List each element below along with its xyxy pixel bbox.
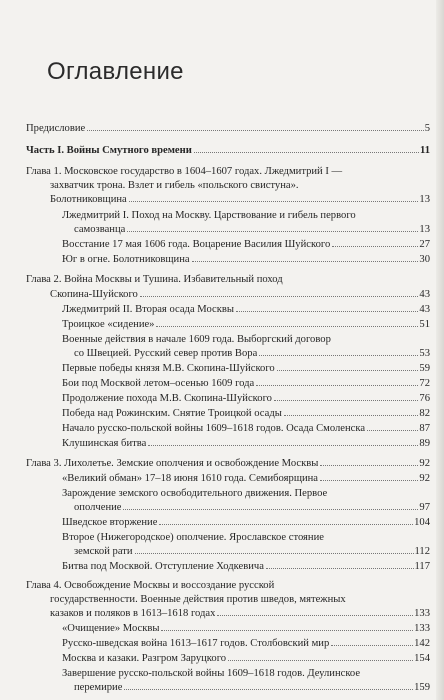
dot-leader [87, 130, 423, 131]
toc-section[interactable] [62, 437, 430, 450]
dot-leader [217, 615, 413, 616]
toc-entry-title: Продолжение похода М.В. Скопина-Шуйского [62, 393, 272, 404]
dot-leader [259, 355, 418, 356]
toc-entry-title: Восстание 17 мая 1606 года. Воцарение Василия Шуйского [62, 239, 331, 250]
toc-section[interactable] [62, 560, 430, 573]
dot-leader [256, 385, 418, 386]
dot-leader [123, 509, 418, 510]
toc-section[interactable] [62, 238, 430, 251]
toc-entry-title: Лжедмитрий II. Вторая осада Москвы [62, 304, 234, 315]
toc-chapter-4[interactable] [50, 607, 430, 620]
toc-section[interactable] [62, 472, 430, 485]
dot-leader [124, 689, 413, 690]
dot-leader [127, 231, 418, 232]
toc-entry-title: ополчение [74, 502, 122, 513]
toc-chapter-2[interactable] [50, 288, 430, 301]
toc-page-number: 13 [419, 194, 430, 205]
toc-entry-title: перемирие [74, 682, 123, 693]
toc-entry-preface[interactable] [26, 122, 430, 135]
toc-page-number: 154 [414, 653, 430, 664]
toc-entry-title: самозванца [74, 224, 126, 235]
toc-entry-title: Скопина-Шуйского [50, 289, 138, 300]
dot-leader [140, 296, 419, 297]
toc-entry-title: Клушинская битва [62, 438, 147, 449]
dot-leader [277, 370, 419, 371]
toc-entry-title: Часть I. Войны Смутного времени [26, 145, 192, 156]
toc-entry-title: Москва и казаки. Разгром Заруцкого [62, 653, 227, 664]
toc-page-number: 92 [419, 473, 430, 484]
toc-entry-title: Битва под Москвой. Отступление Ходкевича [62, 561, 264, 572]
toc-chapter-3[interactable] [26, 457, 430, 470]
dot-leader [266, 568, 414, 569]
toc-entry-title: Предисловие [26, 123, 86, 134]
dot-leader [284, 415, 419, 416]
toc-section[interactable] [74, 545, 430, 558]
toc-page-number: 5 [424, 123, 430, 134]
toc-page-number: 30 [419, 254, 430, 265]
dot-leader [320, 465, 418, 466]
toc-entry-title: Глава 3. Лихолетье. Земские ополчения и освобождение Москвы [26, 458, 319, 469]
toc-chapter-1[interactable] [50, 193, 430, 206]
dot-leader [236, 311, 418, 312]
toc-page-number: 43 [419, 304, 430, 315]
toc-section[interactable] [74, 347, 430, 360]
dot-leader [367, 430, 418, 431]
toc-section[interactable] [62, 622, 430, 635]
toc-page-number: 92 [419, 458, 430, 469]
toc-chapter-1-line-2[interactable]: захватчик трона. Взлет и гибель «польского свистуна». [50, 180, 299, 191]
dot-leader [332, 246, 418, 247]
dot-leader [161, 630, 413, 631]
toc-section[interactable] [62, 422, 430, 435]
toc-page-number: 72 [419, 378, 430, 389]
toc-page-number: 53 [419, 348, 430, 359]
toc-entry-title: казаков и поляков в 1613–1618 годах [50, 608, 216, 619]
toc-page-number: 159 [414, 682, 430, 693]
toc-entry-title: Победа над Рожинским. Снятие Троицкой осады [62, 408, 282, 419]
toc-page-number: 117 [414, 561, 430, 572]
toc-entry-title: Первые победы князя М.В. Скопина-Шуйского [62, 363, 275, 374]
dot-leader [228, 660, 413, 661]
dot-leader [129, 201, 419, 202]
toc-page-number: 89 [419, 438, 430, 449]
dot-leader [135, 553, 414, 554]
toc-entry-title: Юг в огне. Болотниковщина [62, 254, 190, 265]
toc-section-line-1[interactable]: Лжедмитрий I. Поход на Москву. Царствование и гибель первого [62, 210, 356, 221]
toc-section[interactable] [62, 516, 430, 529]
toc-section[interactable] [74, 501, 430, 514]
toc-entry-title: Шведское вторжение [62, 517, 158, 528]
toc-page-number: 87 [419, 423, 430, 434]
toc-chapter-2-line-1[interactable]: Глава 2. Война Москвы и Тушина. Избавительный поход [26, 274, 283, 285]
toc-part-1[interactable] [26, 144, 430, 157]
toc-entry-title: «Очищение» Москвы [62, 623, 160, 634]
toc-section-line-1[interactable]: Зарождение земского освободительного движения. Первое [62, 488, 328, 499]
toc-entry-title: «Великий обман» 17–18 июня 1610 года. Семибоярщина [62, 473, 319, 484]
dot-leader [192, 261, 419, 262]
toc-page-number: 13 [419, 224, 430, 235]
toc-entry-title: Троицкое «сидение» [62, 319, 155, 330]
dot-leader [274, 400, 418, 401]
page-edge [436, 0, 444, 700]
toc-heading: Оглавление [47, 58, 184, 85]
toc-entry-title: Русско-шведская война 1613–1617 годов. Столбовский мир [62, 638, 330, 649]
toc-page-number: 51 [419, 319, 430, 330]
toc-page-number: 104 [414, 517, 430, 528]
toc-page-number: 133 [414, 608, 430, 619]
toc-section[interactable] [62, 637, 430, 650]
toc-chapter-1-line-1[interactable]: Глава 1. Московское государство в 1604–1607 годах. Лжедмитрий I — [26, 166, 343, 177]
toc-entry-title: Бои под Москвой летом–осенью 1609 года [62, 378, 255, 389]
toc-page-number: 76 [419, 393, 430, 404]
toc-section[interactable] [62, 318, 430, 331]
toc-page-number: 11 [419, 145, 430, 156]
toc-entry-title: Начало русско-польской войны 1609–1618 годов. Осада Смоленска [62, 423, 366, 434]
toc-page-number: 142 [414, 638, 430, 649]
toc-chapter-4-line-1[interactable]: Глава 4. Освобождение Москвы и воссоздание русской [26, 580, 275, 591]
toc-section[interactable] [74, 681, 430, 694]
toc-page-number: 43 [419, 289, 430, 300]
toc-section[interactable] [62, 377, 430, 390]
toc-section-line-1[interactable]: Завершение русско-польской войны 1609–1618 годов. Деулинское [62, 668, 361, 679]
toc-page-number: 27 [419, 239, 430, 250]
toc-section[interactable] [62, 303, 430, 316]
dot-leader [331, 645, 413, 646]
toc-section[interactable] [74, 223, 430, 236]
dot-leader [156, 326, 418, 327]
toc-section-line-1[interactable]: Второе (Нижегородское) ополчение. Ярославское стояние [62, 532, 324, 543]
toc-entry-title: земской рати [74, 546, 133, 557]
toc-section[interactable] [62, 652, 430, 665]
toc-entry-title: со Швецией. Русский север против Вора [74, 348, 258, 359]
toc-section[interactable] [62, 407, 430, 420]
toc-page-number: 59 [419, 363, 430, 374]
dot-leader [194, 152, 419, 153]
toc-page-number: 112 [414, 546, 430, 557]
toc-page-number: 97 [419, 502, 430, 513]
toc-chapter-4-line-2[interactable]: государственности. Военные действия против шведов, мятежных [50, 594, 346, 605]
dot-leader [148, 445, 418, 446]
toc-page-number: 82 [419, 408, 430, 419]
toc-page-number: 133 [414, 623, 430, 634]
toc-section[interactable] [62, 253, 430, 266]
toc-section[interactable] [62, 362, 430, 375]
toc-section[interactable] [62, 392, 430, 405]
dot-leader [159, 524, 413, 525]
toc-entry-title: Болотниковщина [50, 194, 127, 205]
dot-leader [320, 480, 418, 481]
toc-section-line-1[interactable]: Военные действия в начале 1609 года. Выборгский договор [62, 334, 331, 345]
